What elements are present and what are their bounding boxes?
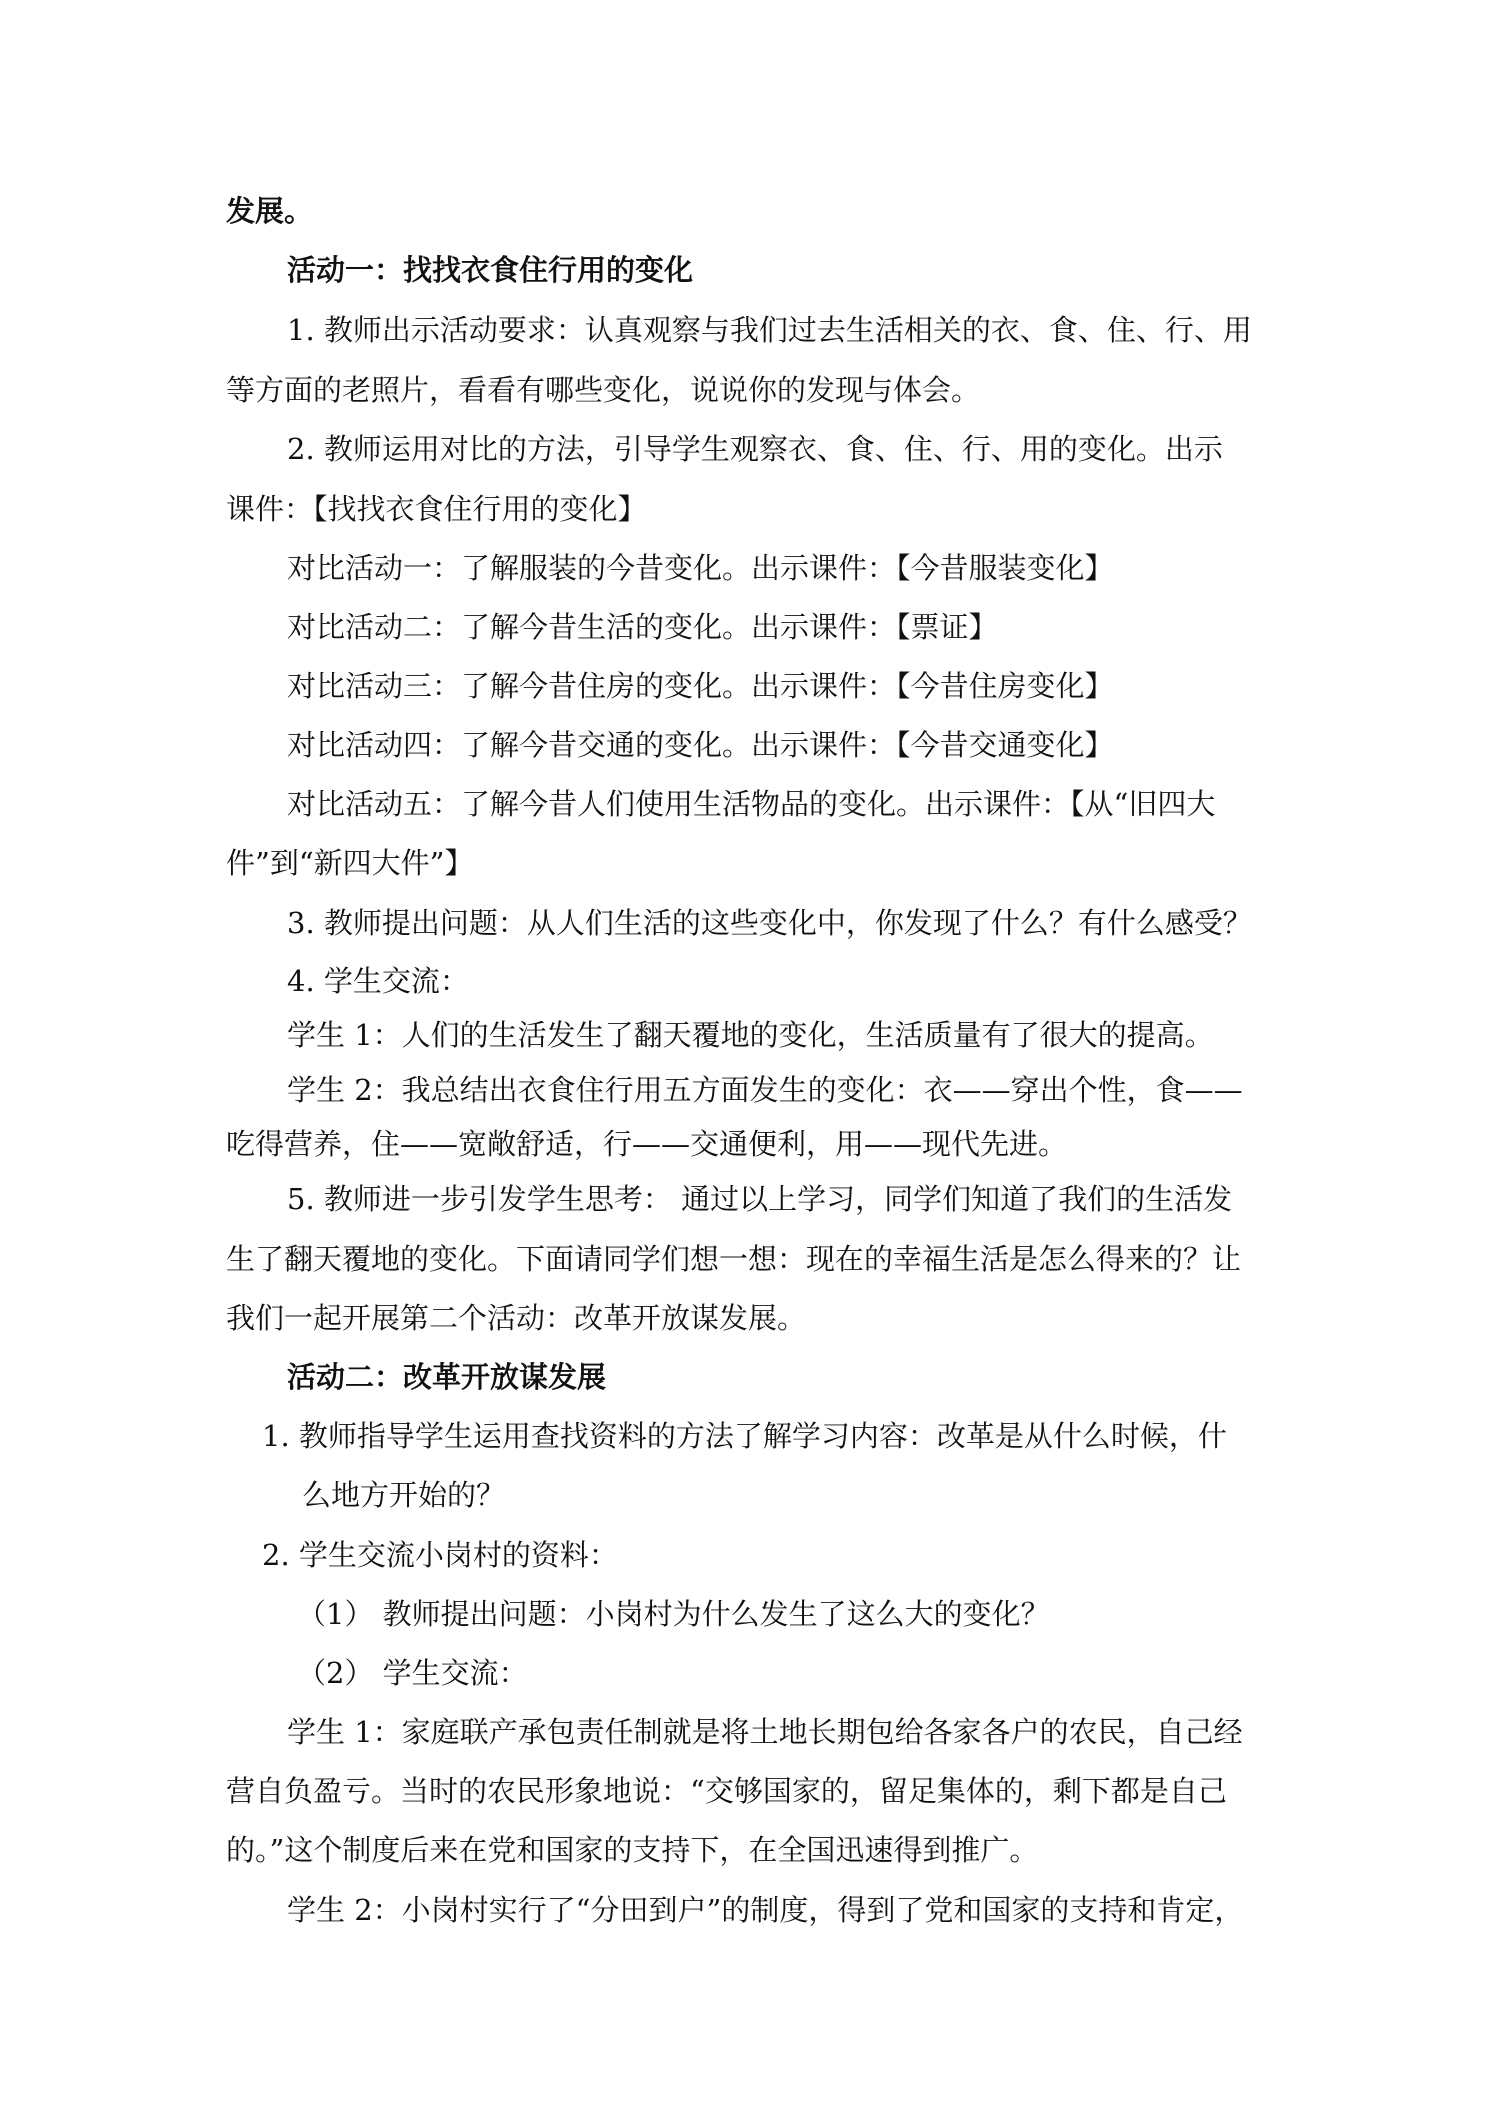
section-heading-activity-1: 活动一：找找衣食住行用的变化: [287, 253, 694, 287]
paragraph-line: 2. 教师运用对比的方法，引导学生观察衣、食、住、行、用的变化。出示: [287, 432, 1223, 466]
paragraph-line: 件”到“新四大件”】: [226, 846, 474, 880]
list-item: 1. 教师指导学生运用查找资料的方法了解学习内容：改革是从什么时候，什: [262, 1419, 1227, 1453]
paragraph-line: 生了翻天覆地的变化。下面请同学们想一想：现在的幸福生活是怎么得来的？让: [226, 1242, 1242, 1276]
paragraph-line: 对比活动五：了解今昔人们使用生活物品的变化。出示课件：【从“旧四大: [287, 787, 1216, 821]
paragraph-line: 对比活动一：了解服装的今昔变化。出示课件：【今昔服装变化】: [287, 551, 1114, 585]
paragraph-continuation: 发展。: [226, 194, 314, 228]
paragraph-line: 学生 2：小岗村实行了“分田到户”的制度，得到了党和国家的支持和肯定，: [287, 1893, 1244, 1927]
paragraph-line: 学生 2：我总结出衣食住行用五方面发生的变化：衣——穿出个性，食——: [287, 1073, 1243, 1107]
paragraph-line: 课件：【找找衣食住行用的变化】: [226, 492, 647, 526]
paragraph-line: 吃得营养，住——宽敞舒适，行——交通便利，用——现代先进。: [226, 1127, 1068, 1161]
paragraph-line: 对比活动四：了解今昔交通的变化。出示课件：【今昔交通变化】: [287, 728, 1114, 762]
paragraph-line: 对比活动二：了解今昔生活的变化。出示课件：【票证】: [287, 610, 998, 644]
sub-list-item: （1） 教师提出问题：小岗村为什么发生了这么大的变化？: [297, 1597, 1050, 1631]
paragraph-line: 等方面的老照片，看看有哪些变化，说说你的发现与体会。: [226, 373, 981, 407]
paragraph-line: 3. 教师提出问题：从人们生活的这些变化中，你发现了什么？有什么感受？: [287, 906, 1252, 940]
paragraph-line: 4. 学生交流：: [287, 964, 469, 998]
list-item-continuation: 么地方开始的？: [302, 1478, 506, 1512]
section-heading-activity-2: 活动二：改革开放谋发展: [287, 1360, 607, 1394]
paragraph-line: 营自负盈亏。当时的农民形象地说：“交够国家的，留足集体的，剩下都是自己: [226, 1774, 1227, 1808]
paragraph-line: 5. 教师进一步引发学生思考： 通过以上学习，同学们知道了我们的生活发: [287, 1182, 1233, 1216]
paragraph-line: 学生 1：人们的生活发生了翻天覆地的变化，生活质量有了很大的提高。: [287, 1018, 1214, 1052]
sub-list-item: （2） 学生交流：: [297, 1656, 528, 1690]
paragraph-line: 学生 1：家庭联产承包责任制就是将土地长期包给各家各户的农民，自己经: [287, 1715, 1243, 1749]
paragraph-line: 我们一起开展第二个活动：改革开放谋发展。: [226, 1301, 807, 1335]
paragraph-line: 1. 教师出示活动要求：认真观察与我们过去生活相关的衣、食、住、行、用: [287, 313, 1252, 347]
paragraph-line: 对比活动三：了解今昔住房的变化。出示课件：【今昔住房变化】: [287, 669, 1114, 703]
paragraph-line: 的。”这个制度后来在党和国家的支持下，在全国迅速得到推广。: [226, 1833, 1039, 1867]
list-item: 2. 学生交流小岗村的资料：: [262, 1538, 618, 1572]
